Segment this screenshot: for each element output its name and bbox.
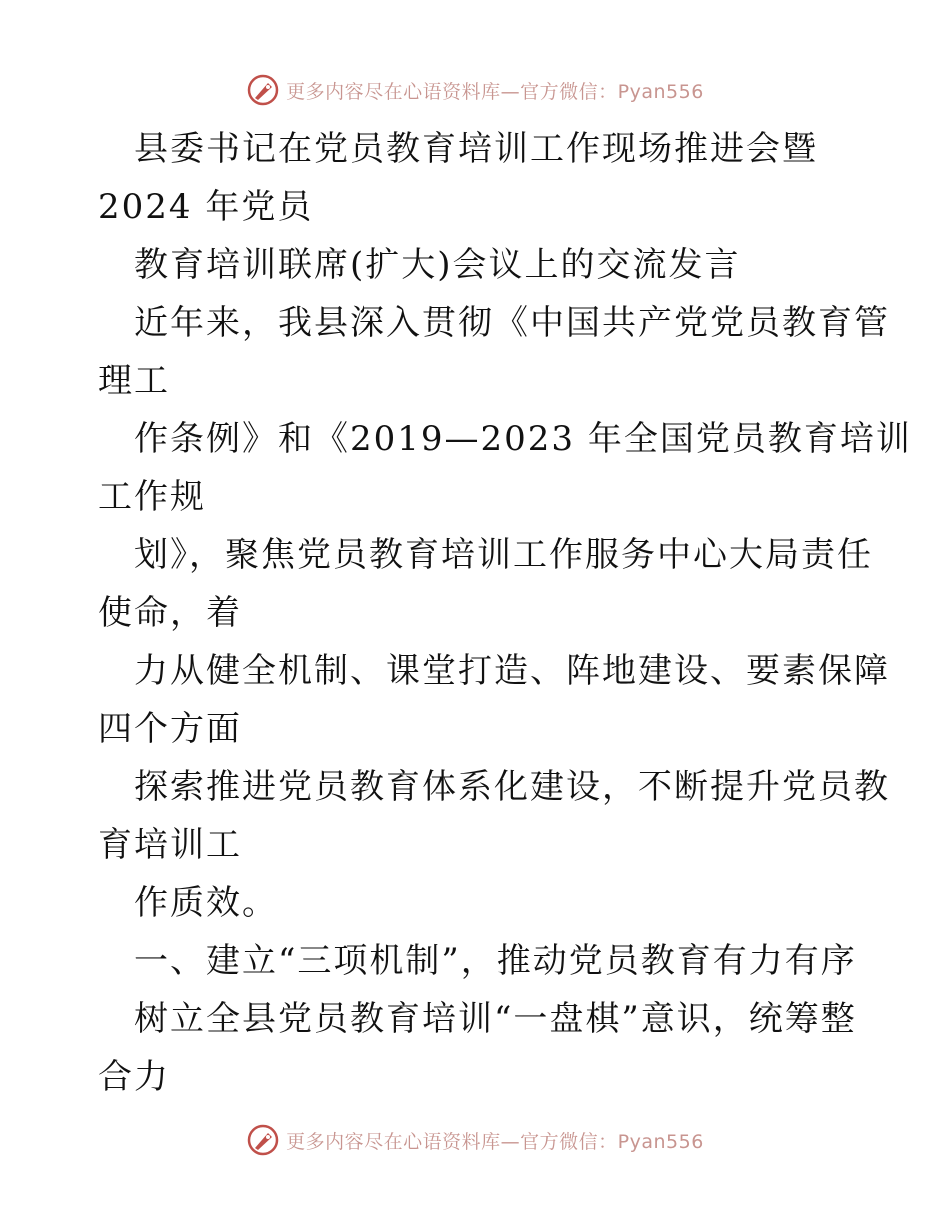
pen-nib-logo-icon (246, 73, 280, 107)
paragraph-line: 理工 (98, 361, 170, 401)
paragraph-line: 四个方面 (98, 709, 242, 749)
paragraph-line: 育培训工 (98, 825, 242, 865)
document-body (98, 120, 912, 1106)
paragraph-line: 作质效。 (134, 883, 278, 923)
section-heading: 一、建立“三项机制”，推动党员教育有力有序 (134, 941, 857, 981)
paragraph-line: 使命，着 (98, 593, 242, 633)
paragraph-line: 树立全县党员教育培训“一盘棋”意识，统筹整 (134, 999, 857, 1039)
title-line: 2024 年党员 (98, 187, 314, 227)
paragraph-line: 近年来，我县深入贯彻《中国共产党党员教育管 (134, 303, 890, 343)
paragraph-line: 作条例》和《2019—2023 年全国党员教育培训 (134, 419, 912, 459)
footer-watermark (0, 1120, 950, 1160)
title-line: 县委书记在党员教育培训工作现场推进会暨 (134, 129, 818, 169)
paragraph-line: 合力 (98, 1057, 170, 1097)
paragraph-line: 力从健全机制、课堂打造、阵地建设、要素保障 (134, 651, 890, 691)
paragraph-line: 划》，聚焦党员教育培训工作服务中心大局责任 (134, 535, 873, 575)
pen-nib-logo-icon (246, 1123, 280, 1157)
watermark-text: 更多内容尽在心语资料库—官方微信：Pyan556 (286, 1130, 704, 1153)
paragraph-line: 探索推进党员教育体系化建设，不断提升党员教 (134, 767, 890, 807)
header-watermark (0, 70, 950, 110)
title-line: 教育培训联席(扩大)会议上的交流发言 (134, 245, 741, 285)
watermark-text: 更多内容尽在心语资料库—官方微信：Pyan556 (286, 80, 704, 103)
paragraph-line: 工作规 (98, 477, 206, 517)
